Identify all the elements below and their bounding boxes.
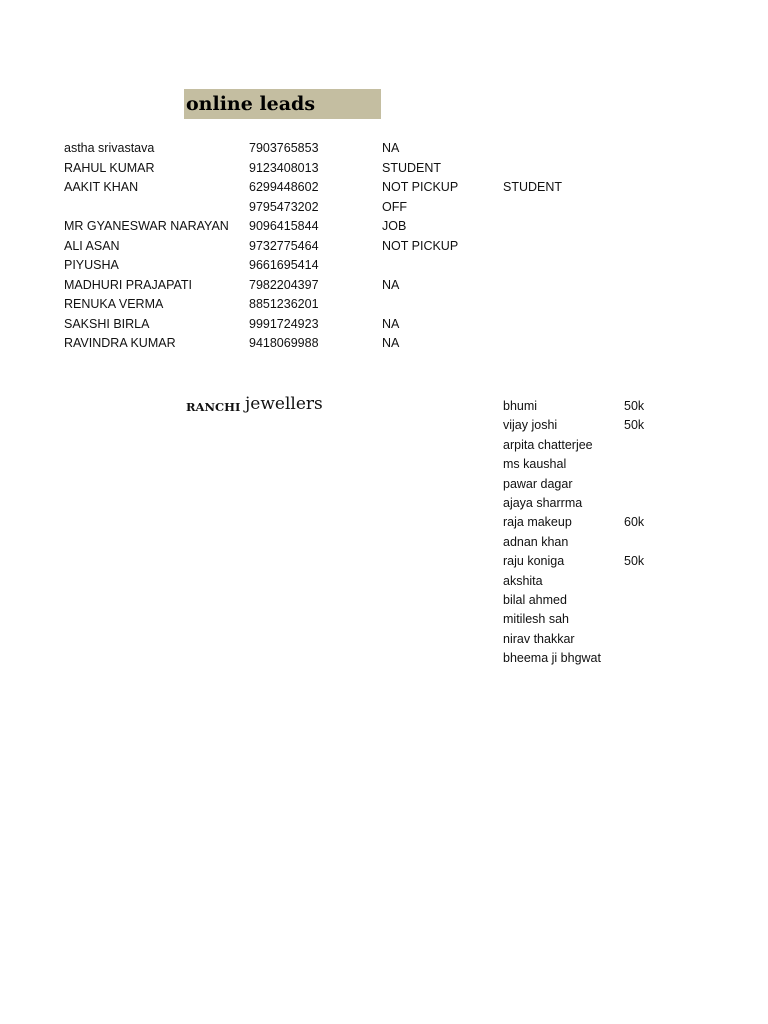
- contact-amount: 50k: [624, 399, 645, 413]
- lead-phone: 7903765853: [249, 141, 319, 155]
- contact-name: arpita chatterjee: [503, 437, 593, 452]
- page-title: online leads: [184, 89, 381, 119]
- lead-status: NA: [382, 277, 400, 292]
- lead-phone: 9418069988: [249, 336, 319, 350]
- lead-name: RAHUL KUMAR: [64, 160, 155, 175]
- lead-phone: 7982204397: [249, 277, 319, 292]
- lead-name: MADHURI PRAJAPATI: [64, 277, 193, 292]
- contact-name: akshita: [503, 573, 543, 588]
- lead-phone: 9795473202: [249, 199, 319, 214]
- lead-name: RAVINDRA KUMAR: [64, 336, 176, 350]
- lead-name: astha srivastava: [64, 141, 155, 155]
- lead-name: PIYUSHA: [64, 258, 119, 272]
- lead-phone: 8851236201: [249, 297, 319, 311]
- contact-name: nirav thakkar: [503, 631, 575, 646]
- section-city: RANCHI: [186, 400, 241, 414]
- lead-phone: 9991724923: [249, 316, 319, 331]
- contact-name: ms kaushal: [503, 457, 567, 472]
- lead-status: OFF: [382, 199, 407, 214]
- lead-status: NA: [382, 336, 400, 350]
- lead-status: NA: [382, 141, 400, 155]
- lead-phone: 9661695414: [249, 258, 319, 272]
- lead-status: NA: [382, 316, 400, 331]
- contact-name: bhumi: [503, 399, 538, 413]
- section-label: jewellers: [245, 394, 323, 414]
- contact-name: ajaya sharrma: [503, 495, 583, 510]
- contact-name: pawar dagar: [503, 476, 573, 491]
- lead-name: RENUKA VERMA: [64, 297, 164, 311]
- contact-amount: 50k: [624, 418, 645, 433]
- lead-extra: STUDENT: [503, 180, 563, 194]
- contact-name: mitilesh sah: [503, 612, 569, 627]
- contact-name: raju koniga: [503, 554, 565, 569]
- lead-phone: 9123408013: [249, 160, 319, 175]
- lead-phone: 6299448602: [249, 180, 319, 194]
- contact-name: raja makeup: [503, 515, 572, 530]
- contact-name: vijay joshi: [503, 418, 558, 433]
- lead-name: AAKIT KHAN: [64, 180, 139, 194]
- lead-status: STUDENT: [382, 160, 442, 175]
- contact-amount: 60k: [624, 515, 645, 530]
- lead-phone: 9096415844: [249, 219, 319, 233]
- contact-name: adnan khan: [503, 534, 569, 549]
- lead-name: SAKSHI BIRLA: [64, 316, 150, 331]
- lead-status: JOB: [382, 219, 407, 233]
- contact-amount: 50k: [624, 554, 645, 569]
- lead-status: NOT PICKUP: [382, 180, 459, 194]
- lead-status: NOT PICKUP: [382, 238, 459, 253]
- lead-phone: 9732775464: [249, 238, 319, 253]
- contact-name: bheema ji bhgwat: [503, 651, 601, 666]
- lead-name: MR GYANESWAR NARAYAN: [64, 219, 229, 233]
- lead-name: ALI ASAN: [64, 238, 120, 253]
- contact-name: bilal ahmed: [503, 592, 567, 607]
